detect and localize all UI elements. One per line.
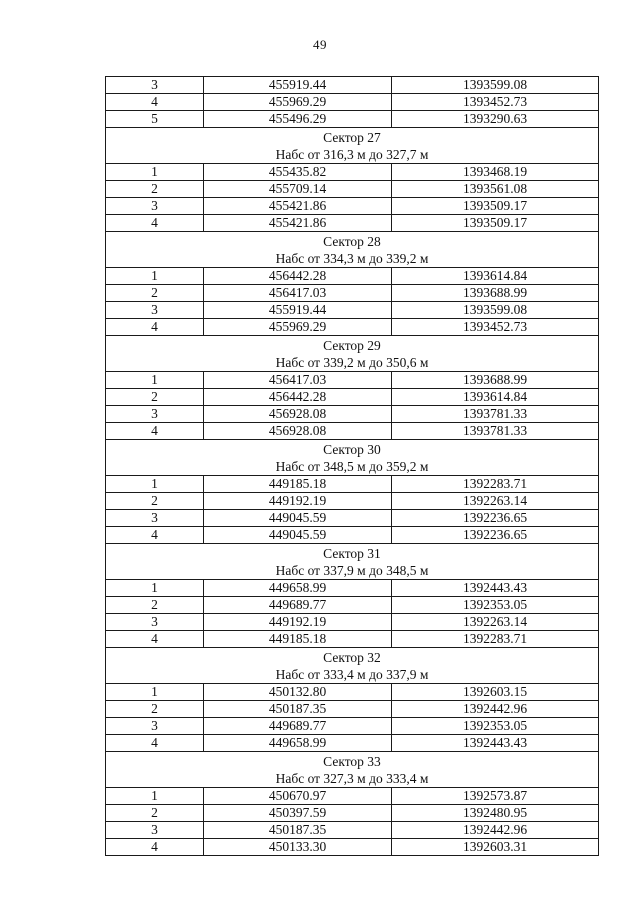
y-coordinate-cell: 1393509.17 <box>392 215 599 232</box>
sector-header-row <box>106 232 599 268</box>
point-number-cell: 2 <box>106 285 204 302</box>
point-number-cell: 4 <box>106 423 204 440</box>
sector-title: Сектор 27 <box>323 129 381 145</box>
point-number-cell: 4 <box>106 319 204 336</box>
table-row <box>106 597 599 614</box>
x-coordinate-cell: 449185.18 <box>204 476 392 493</box>
sector-height-range: Набс от 327,3 м до 333,4 м <box>275 770 429 786</box>
point-number-cell: 4 <box>106 631 204 648</box>
y-coordinate-cell: 1392236.65 <box>392 510 599 527</box>
point-number-cell: 3 <box>106 614 204 631</box>
sector-header <box>106 232 599 268</box>
point-number-cell: 3 <box>106 718 204 735</box>
sector-title: Сектор 29 <box>323 337 381 353</box>
point-number-cell: 4 <box>106 215 204 232</box>
point-number-cell: 1 <box>106 372 204 389</box>
x-coordinate-cell: 455421.86 <box>204 198 392 215</box>
point-number-cell: 3 <box>106 77 204 94</box>
y-coordinate-cell: 1392236.65 <box>392 527 599 544</box>
sector-title: Сектор 28 <box>323 233 381 249</box>
table-row <box>106 527 599 544</box>
table-row <box>106 631 599 648</box>
table-row <box>106 319 599 336</box>
sector-title: Сектор 32 <box>323 649 381 665</box>
table-row <box>106 111 599 128</box>
point-number-cell: 2 <box>106 389 204 406</box>
x-coordinate-cell: 456928.08 <box>204 423 392 440</box>
x-coordinate-cell: 449185.18 <box>204 631 392 648</box>
table-row <box>106 510 599 527</box>
table-row <box>106 268 599 285</box>
sector-height-range: Набс от 316,3 м до 327,7 м <box>275 146 429 162</box>
x-coordinate-cell: 449658.99 <box>204 735 392 752</box>
x-coordinate-cell: 456442.28 <box>204 268 392 285</box>
y-coordinate-cell: 1392443.43 <box>392 580 599 597</box>
x-coordinate-cell: 450397.59 <box>204 805 392 822</box>
y-coordinate-cell: 1393599.08 <box>392 77 599 94</box>
y-coordinate-cell: 1392283.71 <box>392 476 599 493</box>
table-row <box>106 614 599 631</box>
point-number-cell: 2 <box>106 493 204 510</box>
table-row <box>106 839 599 856</box>
sector-header <box>106 440 599 476</box>
sector-title: Сектор 30 <box>323 441 381 457</box>
point-number-cell: 2 <box>106 181 204 198</box>
sector-header <box>106 752 599 788</box>
y-coordinate-cell: 1392603.31 <box>392 839 599 856</box>
x-coordinate-cell: 450133.30 <box>204 839 392 856</box>
y-coordinate-cell: 1392263.14 <box>392 614 599 631</box>
table-row <box>106 788 599 805</box>
table-row <box>106 580 599 597</box>
y-coordinate-cell: 1392443.43 <box>392 735 599 752</box>
point-number-cell: 4 <box>106 735 204 752</box>
table-row <box>106 389 599 406</box>
table-row <box>106 701 599 718</box>
y-coordinate-cell: 1393688.99 <box>392 372 599 389</box>
point-number-cell: 3 <box>106 510 204 527</box>
table-row <box>106 181 599 198</box>
sector-height-range: Набс от 337,9 м до 348,5 м <box>275 562 429 578</box>
sector-header-row <box>106 128 599 164</box>
sector-header-row <box>106 648 599 684</box>
y-coordinate-cell: 1393509.17 <box>392 198 599 215</box>
x-coordinate-cell: 449658.99 <box>204 580 392 597</box>
point-number-cell: 1 <box>106 164 204 181</box>
coordinates-table <box>105 76 599 856</box>
x-coordinate-cell: 450132.80 <box>204 684 392 701</box>
point-number-cell: 1 <box>106 476 204 493</box>
x-coordinate-cell: 455969.29 <box>204 94 392 111</box>
table-row <box>106 406 599 423</box>
table-row <box>106 423 599 440</box>
point-number-cell: 3 <box>106 302 204 319</box>
y-coordinate-cell: 1393781.33 <box>392 406 599 423</box>
table-row <box>106 372 599 389</box>
page-number: 49 <box>313 37 327 52</box>
table-row <box>106 493 599 510</box>
x-coordinate-cell: 449192.19 <box>204 493 392 510</box>
x-coordinate-cell: 456417.03 <box>204 285 392 302</box>
x-coordinate-cell: 455919.44 <box>204 77 392 94</box>
x-coordinate-cell: 455969.29 <box>204 319 392 336</box>
sector-header <box>106 544 599 580</box>
x-coordinate-cell: 455496.29 <box>204 111 392 128</box>
point-number-cell: 2 <box>106 805 204 822</box>
table-row <box>106 285 599 302</box>
point-number-cell: 3 <box>106 822 204 839</box>
x-coordinate-cell: 449689.77 <box>204 718 392 735</box>
x-coordinate-cell: 456417.03 <box>204 372 392 389</box>
y-coordinate-cell: 1392263.14 <box>392 493 599 510</box>
y-coordinate-cell: 1392353.05 <box>392 597 599 614</box>
y-coordinate-cell: 1392353.05 <box>392 718 599 735</box>
sector-header-row <box>106 752 599 788</box>
point-number-cell: 1 <box>106 580 204 597</box>
table-row <box>106 164 599 181</box>
x-coordinate-cell: 450187.35 <box>204 701 392 718</box>
y-coordinate-cell: 1392480.95 <box>392 805 599 822</box>
y-coordinate-cell: 1393614.84 <box>392 389 599 406</box>
table-row <box>106 476 599 493</box>
point-number-cell: 1 <box>106 684 204 701</box>
sector-header <box>106 128 599 164</box>
point-number-cell: 2 <box>106 597 204 614</box>
y-coordinate-cell: 1392603.15 <box>392 684 599 701</box>
x-coordinate-cell: 456442.28 <box>204 389 392 406</box>
x-coordinate-cell: 449689.77 <box>204 597 392 614</box>
table-row <box>106 735 599 752</box>
coordinates-table-body <box>106 77 599 856</box>
x-coordinate-cell: 456928.08 <box>204 406 392 423</box>
x-coordinate-cell: 450187.35 <box>204 822 392 839</box>
x-coordinate-cell: 449045.59 <box>204 510 392 527</box>
point-number-cell: 4 <box>106 839 204 856</box>
y-coordinate-cell: 1392283.71 <box>392 631 599 648</box>
point-number-cell: 3 <box>106 198 204 215</box>
y-coordinate-cell: 1393452.73 <box>392 319 599 336</box>
y-coordinate-cell: 1393614.84 <box>392 268 599 285</box>
table-row <box>106 684 599 701</box>
sector-height-range: Набс от 333,4 м до 337,9 м <box>275 666 429 682</box>
y-coordinate-cell: 1393688.99 <box>392 285 599 302</box>
point-number-cell: 4 <box>106 527 204 544</box>
y-coordinate-cell: 1392573.87 <box>392 788 599 805</box>
point-number-cell: 2 <box>106 701 204 718</box>
table-row <box>106 198 599 215</box>
table-row <box>106 302 599 319</box>
sector-header <box>106 336 599 372</box>
table-row <box>106 805 599 822</box>
sector-height-range: Набс от 348,5 м до 359,2 м <box>275 458 429 474</box>
y-coordinate-cell: 1393452.73 <box>392 94 599 111</box>
table-row <box>106 718 599 735</box>
point-number-cell: 1 <box>106 268 204 285</box>
x-coordinate-cell: 455919.44 <box>204 302 392 319</box>
y-coordinate-cell: 1393599.08 <box>392 302 599 319</box>
y-coordinate-cell: 1393468.19 <box>392 164 599 181</box>
table-row <box>106 94 599 111</box>
x-coordinate-cell: 449192.19 <box>204 614 392 631</box>
sector-title: Сектор 33 <box>323 753 381 769</box>
sector-height-range: Набс от 334,3 м до 339,2 м <box>275 250 429 266</box>
x-coordinate-cell: 449045.59 <box>204 527 392 544</box>
sector-header-row <box>106 336 599 372</box>
sector-header-row <box>106 544 599 580</box>
sector-height-range: Набс от 339,2 м до 350,6 м <box>275 354 429 370</box>
y-coordinate-cell: 1392442.96 <box>392 701 599 718</box>
y-coordinate-cell: 1393781.33 <box>392 423 599 440</box>
table-row <box>106 77 599 94</box>
y-coordinate-cell: 1393561.08 <box>392 181 599 198</box>
x-coordinate-cell: 455709.14 <box>204 181 392 198</box>
y-coordinate-cell: 1392442.96 <box>392 822 599 839</box>
x-coordinate-cell: 455435.82 <box>204 164 392 181</box>
point-number-cell: 1 <box>106 788 204 805</box>
sector-header-row <box>106 440 599 476</box>
x-coordinate-cell: 455421.86 <box>204 215 392 232</box>
x-coordinate-cell: 450670.97 <box>204 788 392 805</box>
table-row <box>106 822 599 839</box>
table-row <box>106 215 599 232</box>
sector-header <box>106 648 599 684</box>
point-number-cell: 5 <box>106 111 204 128</box>
point-number-cell: 3 <box>106 406 204 423</box>
y-coordinate-cell: 1393290.63 <box>392 111 599 128</box>
point-number-cell: 4 <box>106 94 204 111</box>
sector-title: Сектор 31 <box>323 545 381 561</box>
